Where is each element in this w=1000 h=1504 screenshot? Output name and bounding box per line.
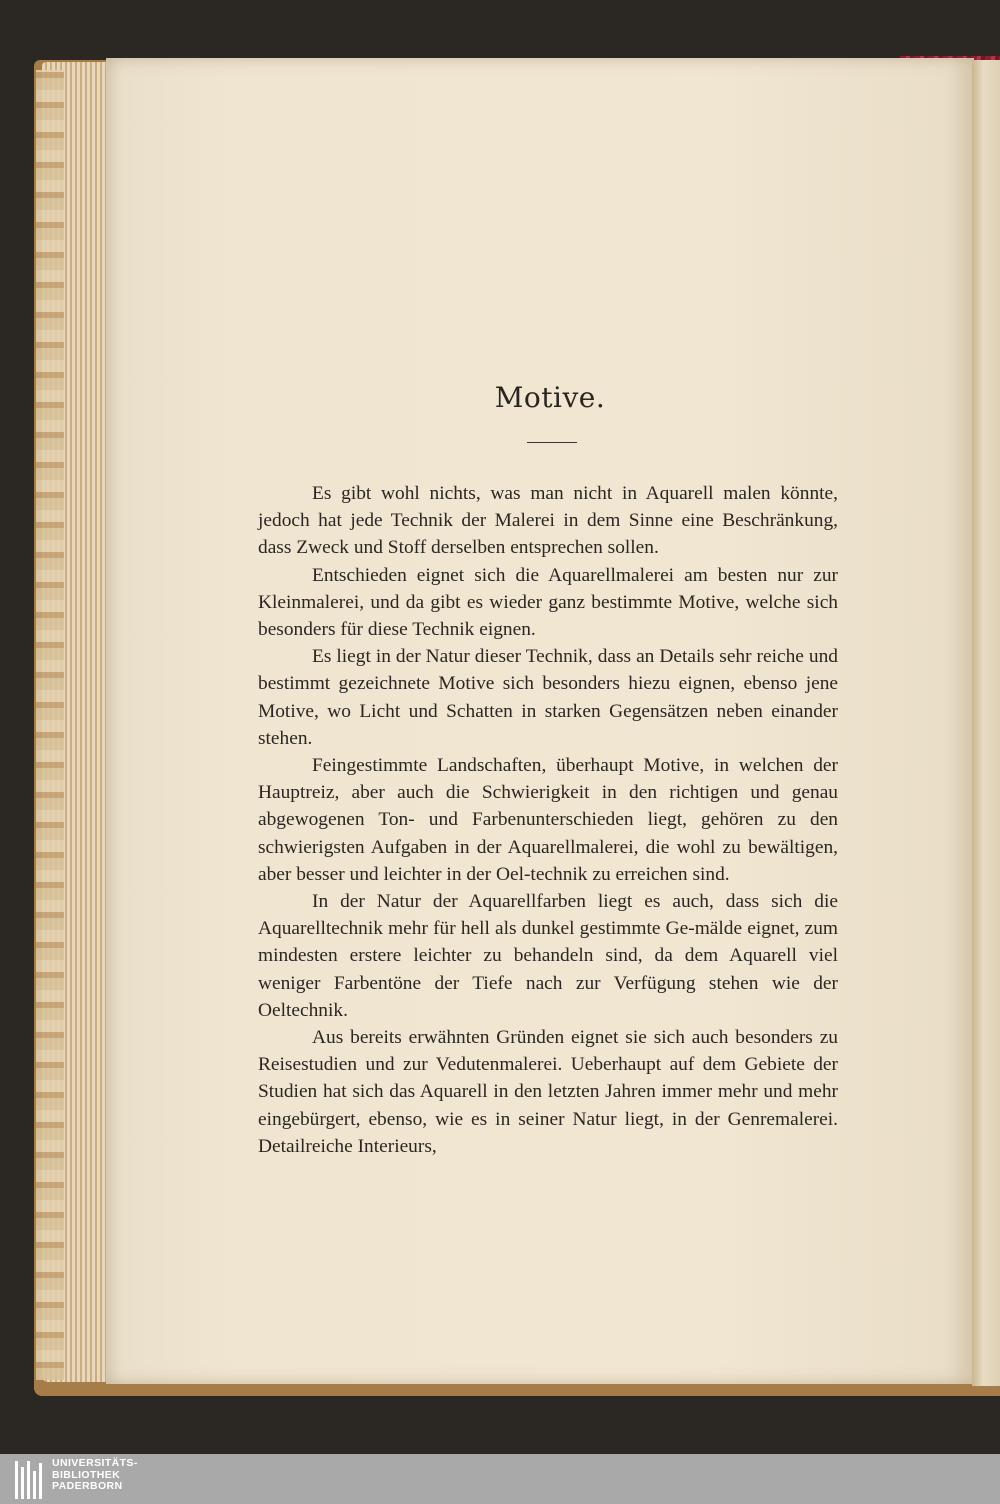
paragraph: Es gibt wohl nichts, was man nicht in Aquarell malen könnte, jedoch hat jede Technik der Malerei in dem Sinne eine Beschränkung, dass Zweck und Stoff derselben entsprechen sollen. [258,483,838,559]
page-title: Motive. [494,381,606,414]
logo-line: UNIVERSITÄTS- [52,1457,138,1469]
library-logo-icon [14,1459,44,1501]
body-text [258,480,838,1160]
library-logo-text [52,1458,192,1493]
logo-line: BIBLIOTHEK [52,1468,121,1481]
paragraph: Entschieden eignet sich die Aquarellmalerei am besten nur zur Kleinmalerei, und da gibt es wieder ganz bestimmte Motive, welche sich besonders für diese Technik eignen. [258,564,838,641]
paragraph: Aus bereits erwähnten Gründen eignet sie sich auch besonders zu Reisestudien und zur Vedutenmalerei. Ueberhaupt auf dem Gebiete der Studien hat sich das Aquarell in den letzten Jahren immer mehr und mehr eingebürgert, ebenso, wie es in seiner Natur liegt, in der Genremalerei. Detailreiche Interieurs, [258,1027,838,1157]
logo-line: PADERBORN [52,1480,123,1492]
title-divider [527,442,577,443]
page-gutter [972,60,1000,1386]
worn-fore-edge [36,70,64,1380]
paragraph: Feingestimmte Landschaften, überhaupt Motive, in welchen der Hauptreiz, aber auch die Schwierigkeit in den richtigen und genau abgewogenen Ton- und Farbenunterschieden liegt, gehören zu den schwierigsten Aufgaben in der Aquarellmalerei, die wohl zu bewältigen, aber besser und leichter in der Oel-technik zu erreichen sind. [258,755,838,885]
paragraph: Es liegt in der Natur dieser Technik, dass an Details sehr reiche und bestimmt gezeichnete Motive sich besonders hiezu eignen, ebenso jene Motive, wo Licht und Schatten in starken Gegensätzen neben einander stehen. [258,646,838,749]
paragraph: In der Natur der Aquarellfarben liegt es auch, dass sich die Aquarelltechnik mehr für hell als dunkel gestimmte Ge-mälde eignet, zum mindesten erstere leichter zu behandeln sind, da dem Aquarell viel weniger Farbentöne der Tiefe nach zur Verfügung stehen wie der Oeltechnik. [258,891,838,1021]
